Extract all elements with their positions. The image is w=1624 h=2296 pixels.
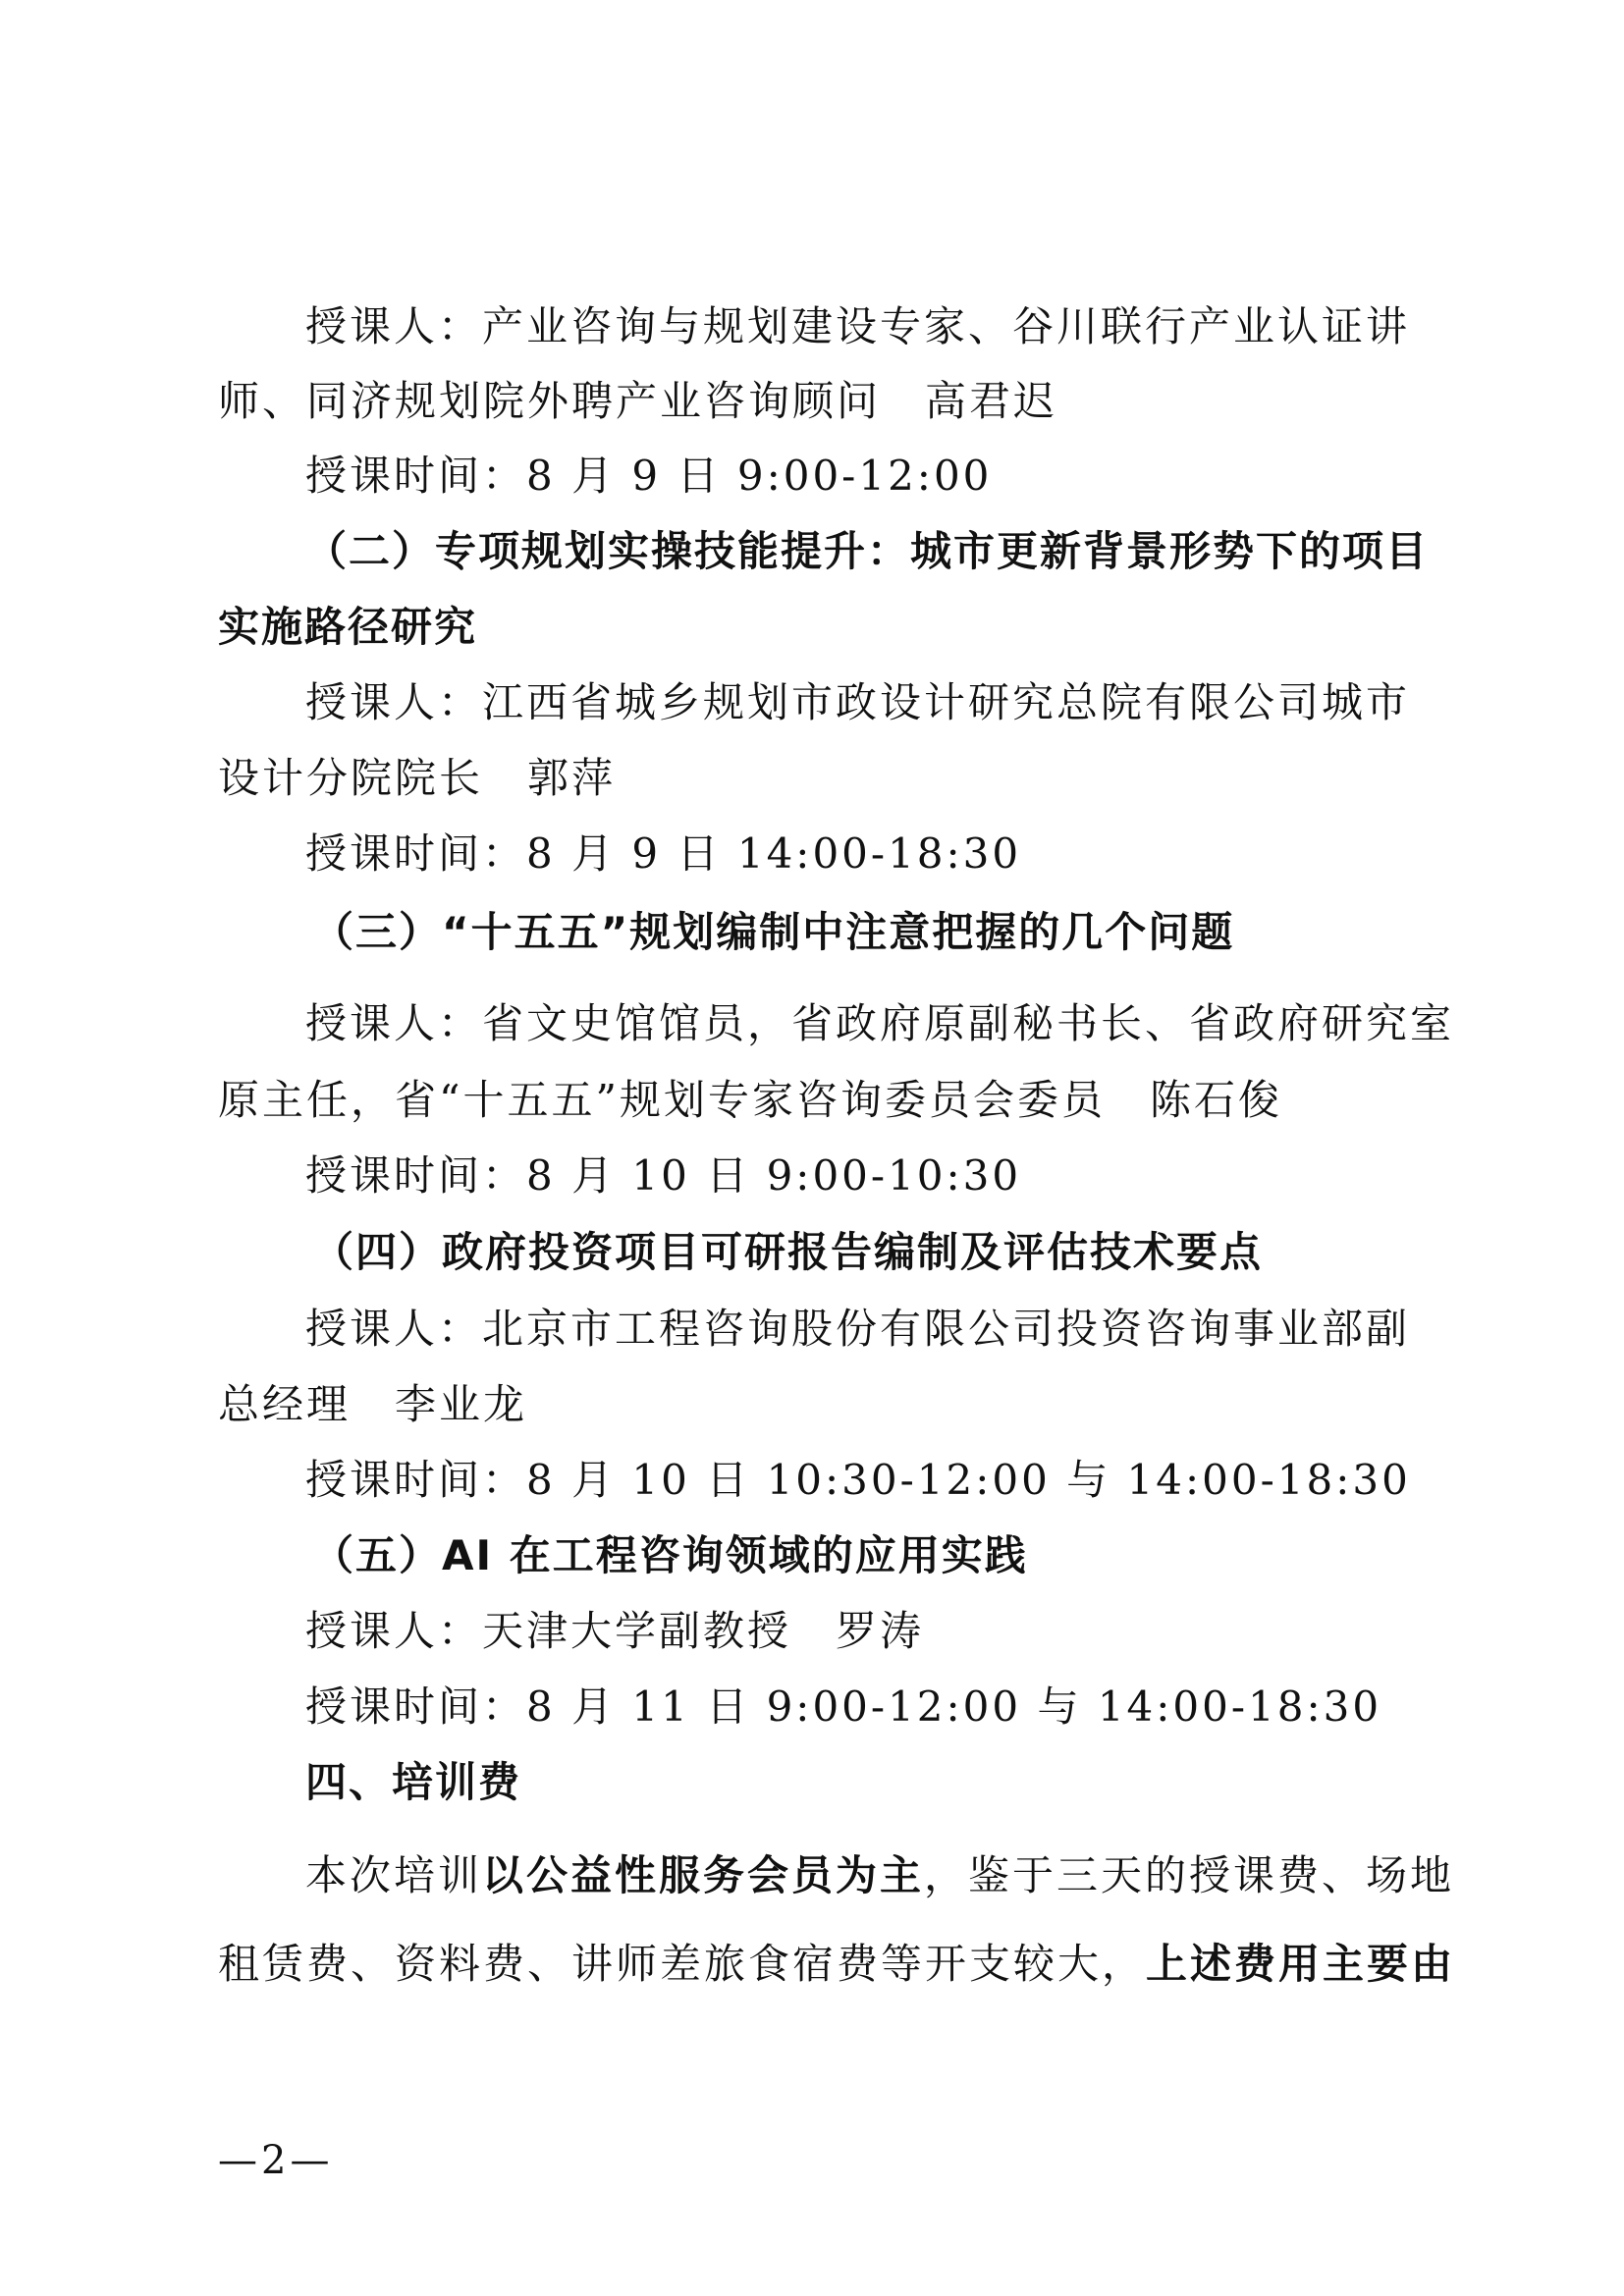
fee-text-a: 本次培训	[305, 1851, 483, 1899]
lecturer-2-line-2: 设计分院院长 郭萍	[218, 754, 617, 802]
time-3: 授课时间：8 月 10 日 9:00-10:30	[305, 1151, 1022, 1200]
fee-text-d: 租赁费、资料费、讲师差旅食宿费等开支较大，	[218, 1940, 1147, 1988]
fee-text-emphasis-1: 以公益性服务会员为主	[482, 1851, 925, 1899]
lecturer-4-line-1: 授课人：北京市工程咨询股份有限公司投资咨询事业部副	[305, 1305, 1411, 1353]
heading-3: （三）“十五五”规划编制中注意把握的几个问题	[312, 908, 1235, 956]
lecturer-1-line-2: 师、同济规划院外聘产业咨询顾问 高君迟	[218, 377, 1058, 425]
heading-5: （五）AI 在工程咨询领域的应用实践	[312, 1531, 1028, 1579]
time-5: 授课时间：8 月 11 日 9:00-12:00 与 14:00-18:30	[305, 1682, 1382, 1731]
lecturer-1-line-1: 授课人：产业咨询与规划建设专家、谷川联行产业认证讲	[305, 302, 1411, 350]
heading-4: （四）政府投资项目可研报告编制及评估技术要点	[312, 1228, 1264, 1276]
lecturer-3-line-1: 授课人：省文史馆馆员，省政府原副秘书长、省政府研究室	[305, 999, 1455, 1047]
fee-paragraph-line-2	[218, 1937, 1455, 1992]
lecturer-3-line-2: 原主任，省“十五五”规划专家咨询委员会委员 陈石俊	[218, 1076, 1282, 1124]
section-4-heading: 四、培训费	[305, 1758, 522, 1806]
page-number: —2—	[218, 2138, 334, 2183]
fee-text-c: ，鉴于三天的授课费、场地	[924, 1851, 1455, 1899]
fee-paragraph-line-1	[305, 1848, 1454, 1903]
lecturer-4-line-2: 总经理 李业龙	[218, 1380, 528, 1428]
fee-text-emphasis-2: 上述费用主要由	[1146, 1940, 1456, 1988]
heading-2-line-2: 实施路径研究	[218, 603, 478, 651]
time-2: 授课时间：8 月 9 日 14:00-18:30	[305, 829, 1022, 878]
lecturer-2-line-1: 授课人：江西省城乡规划市政设计研究总院有限公司城市	[305, 678, 1411, 726]
time-4: 授课时间：8 月 10 日 10:30-12:00 与 14:00-18:30	[305, 1456, 1411, 1504]
time-1: 授课时间：8 月 9 日 9:00-12:00	[305, 452, 993, 500]
heading-2-line-1: （二）专项规划实操技能提升：城市更新背景形势下的项目	[305, 527, 1430, 575]
lecturer-5: 授课人：天津大学副教授 罗涛	[305, 1607, 925, 1655]
